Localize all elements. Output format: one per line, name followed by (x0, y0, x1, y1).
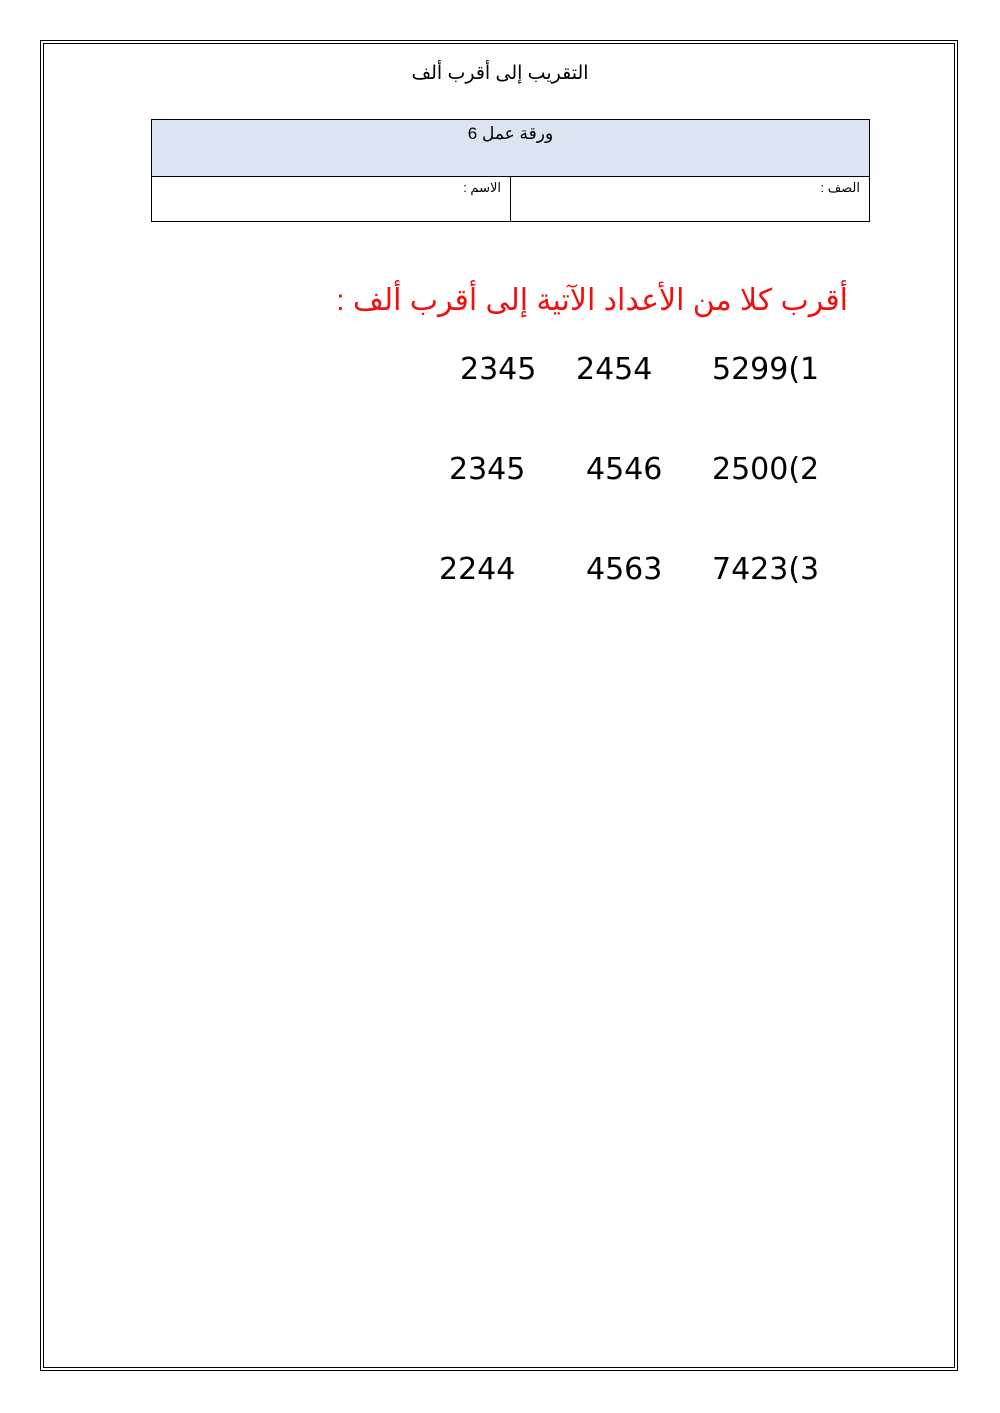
worksheet-header-table (151, 119, 870, 222)
exercise-1-number-3: 2345 (460, 352, 537, 387)
class-label: الصف : (820, 180, 860, 195)
name-label: الاسم : (463, 180, 501, 195)
page-title: التقريب إلى أقرب ألف (411, 63, 589, 84)
worksheet-label: ورقة عمل 6 (152, 120, 870, 177)
exercise-1-number-2: 2454 (576, 352, 653, 387)
exercise-3-number-2: 4563 (586, 552, 663, 587)
name-field[interactable] (152, 177, 511, 222)
exercise-1-label: 5299(1 (712, 352, 820, 387)
instruction-text: أقرب كلا من الأعداد الآتية إلى أقرب ألف : (336, 284, 848, 317)
exercise-3-label: 7423(3 (712, 552, 820, 587)
exercise-2-number-3: 2345 (449, 452, 526, 487)
exercise-2-label: 2500(2 (712, 452, 820, 487)
class-field[interactable] (511, 177, 870, 222)
exercise-3-number-3: 2244 (439, 552, 516, 587)
exercise-2-number-2: 4546 (586, 452, 663, 487)
page-inner-border (43, 43, 955, 1368)
